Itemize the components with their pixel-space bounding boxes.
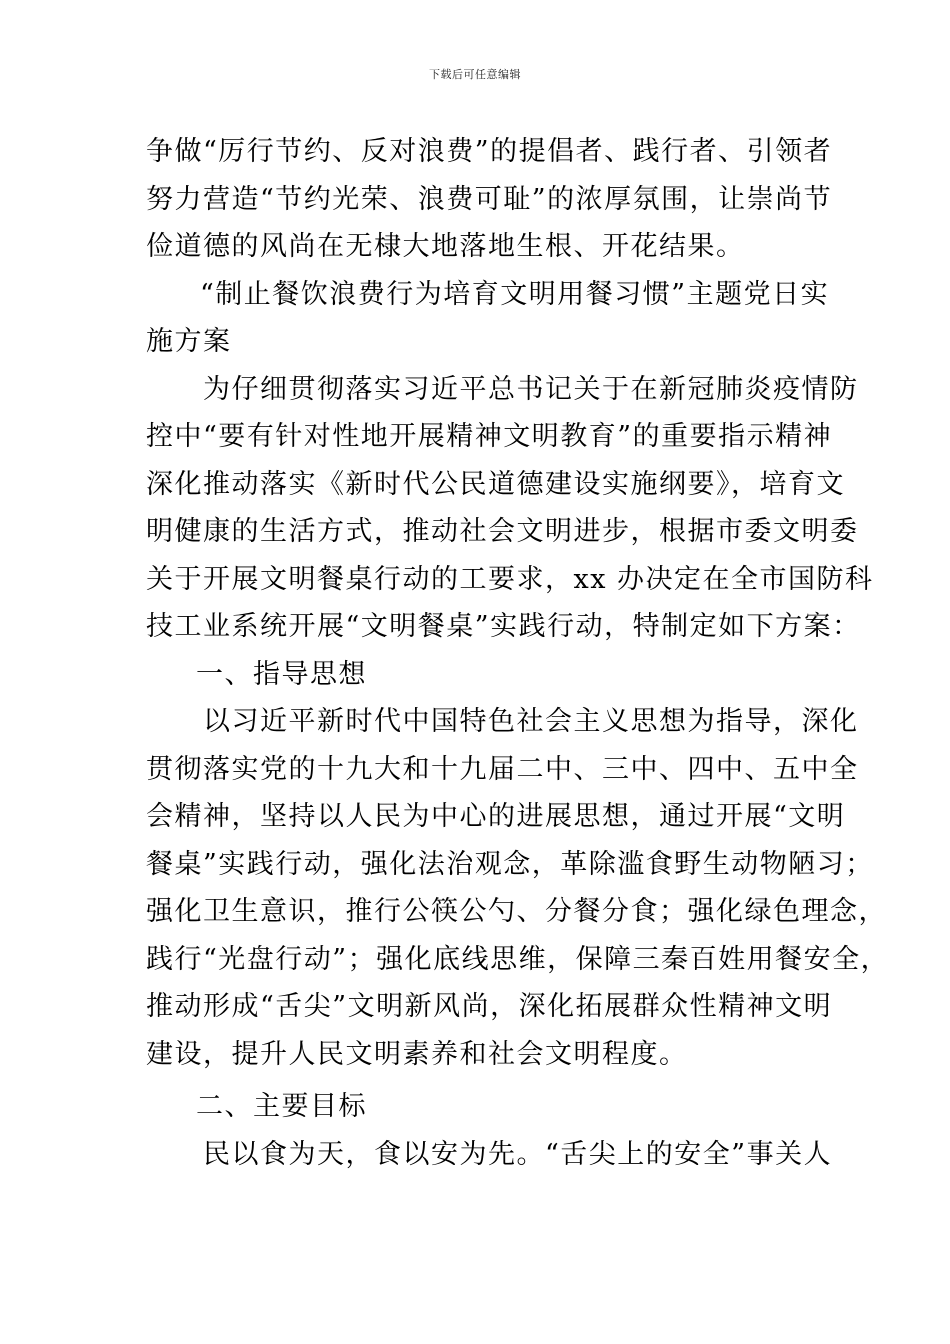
paragraph-closing: [146, 128, 833, 271]
text-line: 会精神，坚持以人民为中心的进展思想，通过开展“文明: [146, 801, 846, 832]
text-line: 明健康的生活方式，推动社会文明进步，根据市委文明委: [146, 516, 859, 547]
text-line: 技工业系统开展“文明餐桌”实践行动，特制定如下方案：: [146, 611, 861, 642]
text-line: 为仔细贯彻落实习近平总书记关于在新冠肺炎疫情防: [203, 373, 859, 405]
title-line: 施方案: [146, 326, 232, 357]
title-line: “制止餐饮浪费行为培育文明用餐习惯”主题党日实: [200, 278, 830, 310]
text-line: 贯彻落实党的十九大和十九届二中、三中、四中、五中全: [146, 753, 859, 785]
heading-line: 一、指导思想: [196, 658, 367, 690]
text-line: 俭道德的风尚在无棣大地落地生根、开花结果。: [146, 231, 745, 262]
document-title: [146, 271, 830, 366]
text-line: 推动形成“舌尖”文明新风尚，深化拓展群众性精神文明: [146, 991, 833, 1022]
text-line: 强化卫生意识，推行公筷公勺、分餐分食；强化绿色理念，: [146, 896, 887, 927]
text-line: 努力营造“节约光荣、浪费可耻”的浓厚氛围，让崇尚节: [146, 183, 833, 215]
document-body: [146, 128, 890, 1178]
text-line: 控中“要有针对性地开展精神文明教育”的重要指示精神: [146, 421, 833, 452]
text-line: 深化推动落实《新时代公民道德建设实施纲要》，培育文: [146, 468, 845, 500]
paragraph-main-goals: [146, 1131, 833, 1179]
text-line: 关于开展文明餐桌行动的工要求，xx 办决定在全市国防科: [146, 563, 874, 595]
section-heading-guiding-thought: [146, 651, 812, 699]
heading-line: 二、主要目标: [196, 1091, 367, 1122]
page-header-note: 下载后可任意编辑: [429, 68, 521, 81]
text-line: 建设，提升人民文明素养和社会文明程度。: [146, 1038, 688, 1070]
text-line: 以习近平新时代中国特色社会主义思想为指导，深化: [203, 706, 859, 737]
text-line: 餐桌”实践行动，强化法治观念，革除滥食野生动物陋习；: [146, 848, 874, 880]
text-line: 践行“光盘行动”；强化底线思维，保障三秦百姓用餐安全，: [146, 943, 890, 975]
paragraph-guiding-thought: [146, 698, 890, 1078]
section-heading-main-goals: [146, 1083, 812, 1131]
paragraph-intro: [146, 366, 874, 651]
text-line: 争做“厉行节约、反对浪费”的提倡者、践行者、引领者: [146, 136, 833, 167]
text-line: 民以食为天，食以安为先。“舌尖上的安全”事关人: [203, 1138, 833, 1170]
